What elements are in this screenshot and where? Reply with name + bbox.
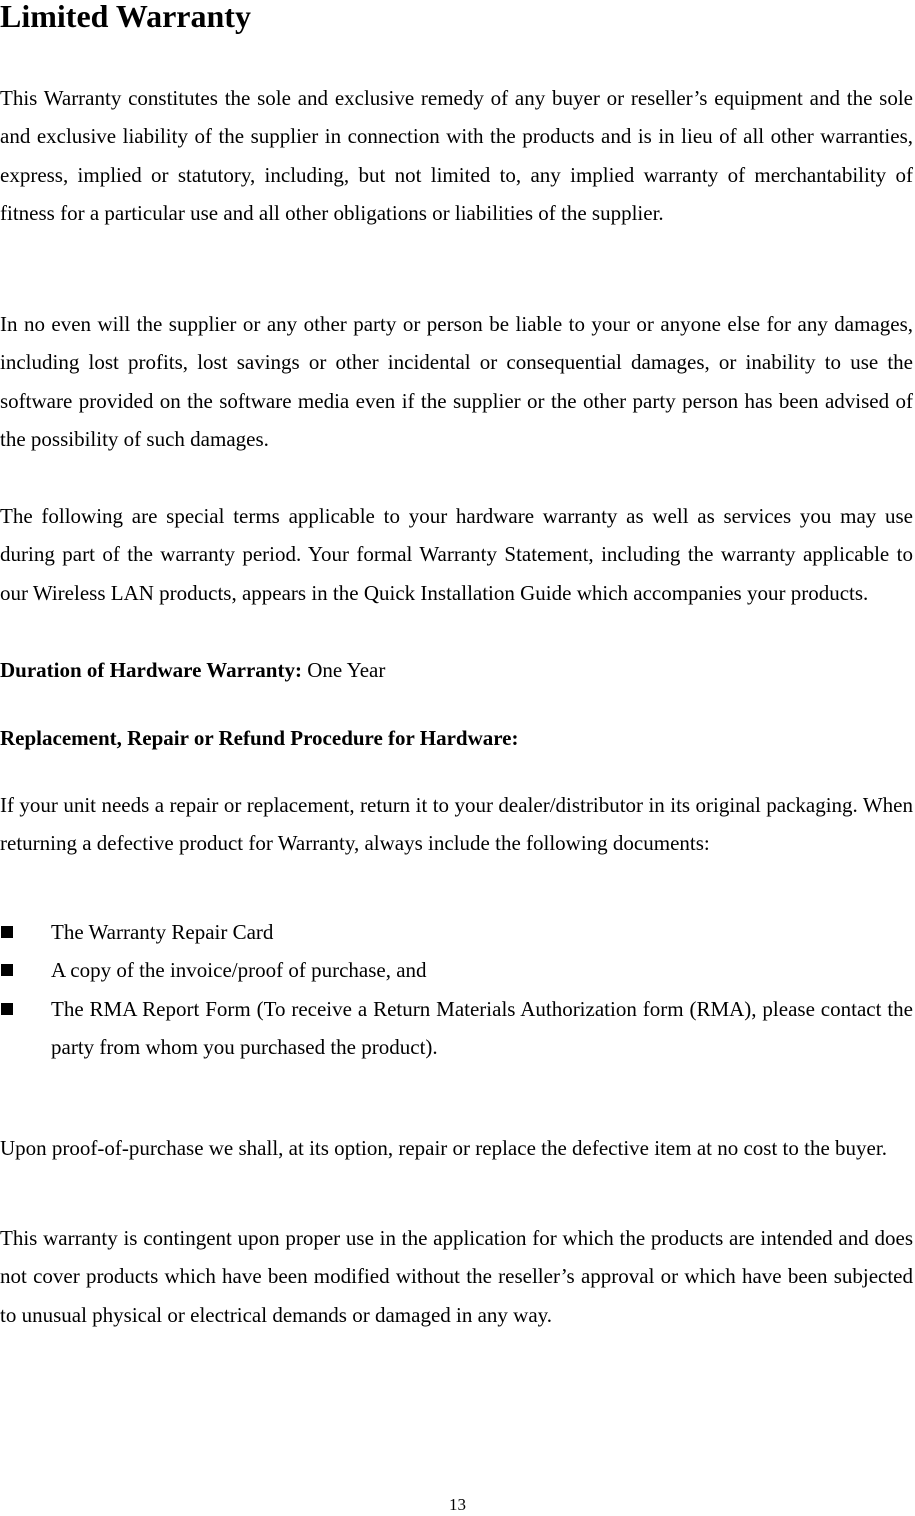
square-bullet-icon [1,964,13,976]
list-item-text: The RMA Report Form (To receive a Return Materials Authorization form (RMA), please contact the party from whom you purchased the product). [51,996,913,1060]
square-bullet-icon [1,1003,13,1015]
page-title: Limited Warranty [0,0,251,34]
replacement-heading: Replacement, Repair or Refund Procedure for Hardware: [0,726,519,750]
list-item [0,913,913,951]
list-item-text: A copy of the invoice/proof of purchase, and [51,958,427,983]
contingency-paragraph: This warranty is contingent upon proper use in the application for which the products are intended and does not cover products which have been modified without the reseller’s approval or which have been subjected to unusual physical or electrical demands or damaged in any way. [0,1226,913,1327]
list-item [0,951,913,989]
page-number: 13 [449,1495,466,1514]
list-item-text: The Warranty Repair Card [51,920,274,944]
duration-label: Duration of Hardware Warranty: [0,658,302,682]
repair-instructions-paragraph: If your unit needs a repair or replacement, return it to your dealer/distributor in its original packaging. When returning a defective product for Warranty, always include the following documents: [0,793,913,856]
warranty-remedy-paragraph: This Warranty constitutes the sole and exclusive remedy of any buyer or reseller’s equipment and the sole and exclusive liability of the supplier in connection with the products and is in lieu of all other warranties, express, implied or statutory, including, but not limited to, any implied warranty of merchantability of fitness for a particular use and all other obligations or liabilities of the supplier. [0,86,913,226]
required-documents-list [0,913,913,1067]
special-terms-paragraph: The following are special terms applicable to your hardware warranty as well as services you may use during part of the warranty period. Your formal Warranty Statement, including the warranty applicable to our Wireless LAN products, appears in the Quick Installation Guide which accompanies your products. [0,504,913,605]
list-item [0,990,913,1067]
duration-line [0,651,385,689]
liability-paragraph: In no even will the supplier or any other party or person be liable to your or anyone else for any damages, including lost profits, lost savings or other incidental or consequential damages, or inability to use the software provided on the software media even if the supplier or the other party person has been advised of the possibility of such damages. [0,312,913,452]
proof-of-purchase-paragraph: Upon proof-of-purchase we shall, at its option, repair or replace the defective item at no cost to the buyer. [0,1136,887,1160]
duration-value: One Year [301,658,386,682]
square-bullet-icon [1,926,13,938]
